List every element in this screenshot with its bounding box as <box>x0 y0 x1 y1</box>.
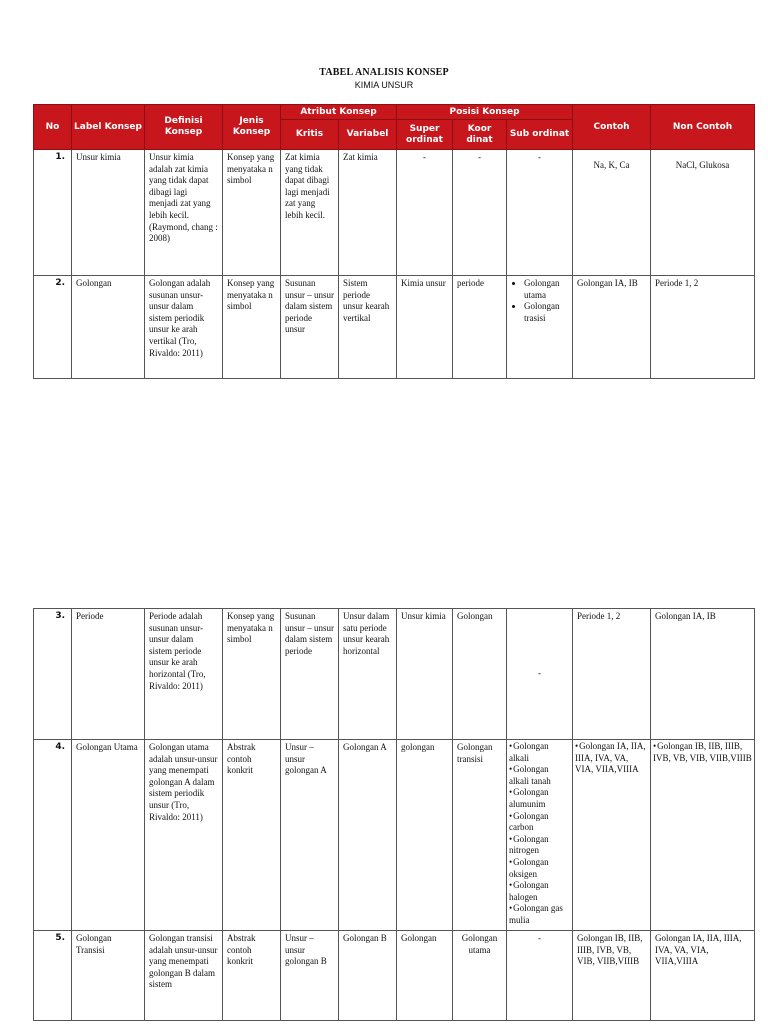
superordinate-cell: golongan <box>397 740 453 931</box>
non-example-cell: NaCl, Glukosa <box>651 150 755 276</box>
non-example-cell: Golongan IA, IB <box>651 609 755 740</box>
definition-cell: Golongan adalah susunan unsur-unsur dalam sistem periodik unsur ke arah vertikal (Tro, Rivaldo: 2011) <box>145 276 223 379</box>
row-number: 2. <box>34 276 72 379</box>
list-item: • Golongan alkali <box>509 741 570 764</box>
subordinate-cell: - <box>507 609 573 740</box>
coordinate-cell: periode <box>453 276 507 379</box>
table-row <box>34 609 755 740</box>
superordinate-cell: Golongan <box>397 931 453 1021</box>
table-row <box>34 740 755 931</box>
definition-cell: Unsur kimia adalah zat kimia yang tidak dapat dibagi lagi menjadi zat yang lebih kecil. (Raymond, chang : 2008) <box>145 150 223 276</box>
header-non-contoh: Non Contoh <box>651 105 755 150</box>
type-cell: Konsep yang menyataka n simbol <box>223 609 281 740</box>
example-cell: Periode 1, 2 <box>573 609 651 740</box>
variable-cell: Zat kimia <box>339 150 397 276</box>
header-atribut-konsep: Atribut Konsep <box>281 105 397 120</box>
variable-cell: Unsur dalam satu periode unsur kearah horizontal <box>339 609 397 740</box>
row-number: 3. <box>34 609 72 740</box>
subordinate-cell: - <box>507 931 573 1021</box>
critical-cell: Unsur – unsur golongan A <box>281 740 339 931</box>
label-cell: Golongan <box>72 276 145 379</box>
list-item: • Golongan oksigen <box>509 857 570 880</box>
table-row <box>34 276 755 379</box>
list-item: • Golongan nitrogen <box>509 834 570 857</box>
concept-table-part-2 <box>33 608 755 1021</box>
non-example-cell: Golongan IA, IIA, IIIA, IVA, VA, VIA, VIIA,VIIIA <box>651 931 755 1021</box>
page-subtitle: KIMIA UNSUR <box>354 80 414 90</box>
row-number: 5. <box>34 931 72 1021</box>
header-posisi-konsep: Posisi Konsep <box>397 105 573 120</box>
header-kritis: Kritis <box>281 120 339 150</box>
superordinate-cell: - <box>397 150 453 276</box>
label-cell: Golongan Transisi <box>72 931 145 1021</box>
example-cell: Na, K, Ca <box>573 150 651 276</box>
list-item: • Golongan IA, IIA, IIIA, IVA, VA, VIA, VIIA,VIIIA <box>575 741 648 776</box>
non-example-cell: Periode 1, 2 <box>651 276 755 379</box>
critical-cell: Unsur – unsur golongan B <box>281 931 339 1021</box>
superordinate-cell: Kimia unsur <box>397 276 453 379</box>
type-cell: Abstrak contoh konkrit <box>223 931 281 1021</box>
header-jenis-konsep: Jenis Konsep <box>223 105 281 150</box>
subordinate-cell <box>507 740 573 931</box>
header-no: No <box>34 105 72 150</box>
subordinate-cell: - <box>507 150 573 276</box>
coordinate-cell: Golongan utama <box>453 931 507 1021</box>
list-item: • Golongan alumunim <box>509 787 570 810</box>
header-contoh: Contoh <box>573 105 651 150</box>
list-item: • Golongan alkali tanah <box>509 764 570 787</box>
variable-cell: Golongan B <box>339 931 397 1021</box>
header-label-konsep: Label Konsep <box>72 105 145 150</box>
list-item: • Golongan trasisi <box>524 301 568 324</box>
label-cell: Periode <box>72 609 145 740</box>
definition-cell: Golongan utama adalah unsur-unsur yang menempati golongan A dalam sistem periodik unsur (Tro, Rivaldo: 2011) <box>145 740 223 931</box>
type-cell: Konsep yang menyataka n simbol <box>223 276 281 379</box>
type-cell: Konsep yang menyataka n simbol <box>223 150 281 276</box>
header-definisi-konsep: Definisi Konsep <box>145 105 223 150</box>
table-row <box>34 931 755 1021</box>
row-number: 4. <box>34 740 72 931</box>
example-cell: Golongan IA, IB <box>573 276 651 379</box>
header-sub-ordinat: Sub ordinat <box>507 120 573 150</box>
header-super-ordinat: Super ordinat <box>397 120 453 150</box>
critical-cell: Susunan unsur – unsur dalam sistem periode <box>281 609 339 740</box>
list-item: • Golongan carbon <box>509 811 570 834</box>
header-variabel: Variabel <box>339 120 397 150</box>
subordinate-cell <box>507 276 573 379</box>
coordinate-cell: Golongan <box>453 609 507 740</box>
label-cell: Golongan Utama <box>72 740 145 931</box>
list-item: • Golongan gas mulia <box>509 903 570 926</box>
coordinate-cell: - <box>453 150 507 276</box>
header-koor-dinat: Koor dinat <box>453 120 507 150</box>
list-item: • Golongan halogen <box>509 880 570 903</box>
label-cell: Unsur kimia <box>72 150 145 276</box>
list-item: • Golongan IB, IIB, IIIB, IVB, VB, VIB, VIIB,VIIIB <box>653 741 752 764</box>
table-row <box>34 150 755 276</box>
definition-cell: Periode adalah susunan unsur-unsur dalam sistem periode unsur ke arah horizontal (Tro, Rivaldo: 2011) <box>145 609 223 740</box>
concept-table-part-1 <box>33 104 755 379</box>
example-cell <box>573 740 651 931</box>
type-cell: Abstrak contoh konkrit <box>223 740 281 931</box>
superordinate-cell: Unsur kimia <box>397 609 453 740</box>
variable-cell: Sistem periode unsur kearah vertikal <box>339 276 397 379</box>
coordinate-cell: Golongan transisi <box>453 740 507 931</box>
list-item: • Golongan utama <box>524 278 568 301</box>
page-title: TABEL ANALISIS KONSEP <box>319 67 449 78</box>
example-cell: Golongan IB, IIB, IIIB, IVB, VB, VIB, VIIB,VIIIB <box>573 931 651 1021</box>
variable-cell: Golongan A <box>339 740 397 931</box>
non-example-cell <box>651 740 755 931</box>
definition-cell: Golongan transisi adalah unsur-unsur yang menempati golongan B dalam sistem <box>145 931 223 1021</box>
row-number: 1. <box>34 150 72 276</box>
critical-cell: Zat kimia yang tidak dapat dibagi lagi menjadi zat yang lebih kecil. <box>281 150 339 276</box>
critical-cell: Susunan unsur – unsur dalam sistem periode unsur <box>281 276 339 379</box>
